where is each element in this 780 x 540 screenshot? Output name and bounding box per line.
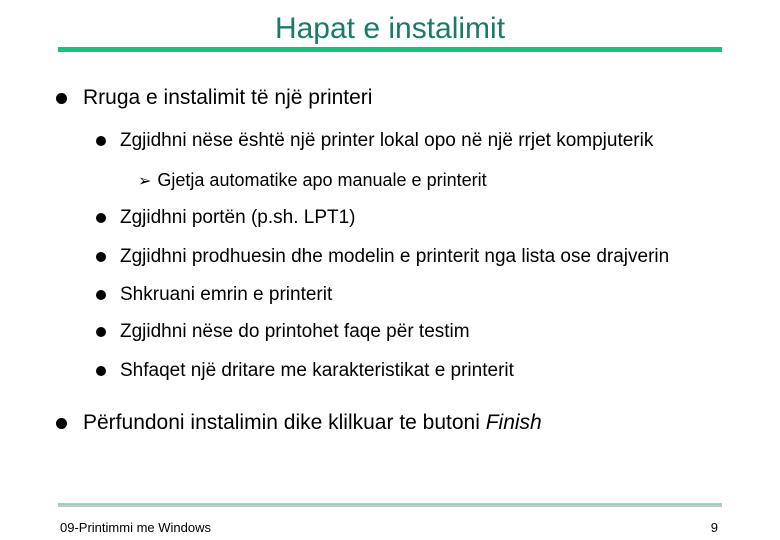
bullet-level2 (96, 321, 470, 343)
footer-caption: 09-Printimmi me Windows (60, 520, 211, 535)
bullet-dot-icon (96, 366, 106, 376)
title-underline (58, 47, 722, 52)
bullet-dot-icon (56, 93, 67, 104)
bullet-text (83, 411, 542, 435)
slide-title: Hapat e instalimit (274, 12, 506, 45)
bullet-dot-icon (96, 136, 106, 146)
bullet-dot-icon (96, 327, 106, 337)
bullet-text: Shkruani emrin e printerit (120, 284, 333, 305)
arrow-bullet-icon: ➢ (138, 172, 152, 190)
bullet-text: Zgjidhni portën (p.sh. LPT1) (120, 207, 356, 228)
bullet-text: Rruga e instalimit të një printeri (83, 86, 373, 109)
footer-divider-accent (58, 503, 722, 505)
bullet-level2 (96, 130, 653, 152)
bullet-dot-icon (96, 252, 106, 262)
page-number: 9 (710, 520, 718, 535)
bullet-level1 (56, 86, 372, 110)
bullet-level2 (96, 284, 332, 306)
bullet-dot-icon (56, 418, 67, 429)
bullet-text: Zgjidhni prodhuesin dhe modelin e printerit nga lista ose drajverin (120, 246, 670, 267)
bullet-level3 (138, 170, 487, 191)
bullet-text: Zgjidhni nëse do printohet faqe për testim (120, 321, 470, 342)
bullet-level2 (96, 207, 356, 229)
bullet-text: Shfaqet një dritare me karakteristikat e printerit (120, 360, 514, 381)
bullet-level2 (96, 246, 669, 268)
bullet-level1 (56, 411, 542, 435)
bullet-text: Gjetja automatike apo manuale e printerit (157, 170, 487, 190)
bullet-text-main: Përfundoni instalimin dike klilkuar te butoni (83, 411, 486, 434)
bullet-level2 (96, 360, 514, 382)
bullet-text: Zgjidhni nëse është një printer lokal opo në një rrjet kompjuterik (120, 130, 654, 151)
bullet-dot-icon (96, 213, 106, 223)
bullet-dot-icon (96, 290, 106, 300)
finish-emphasis: Finish (485, 411, 542, 434)
